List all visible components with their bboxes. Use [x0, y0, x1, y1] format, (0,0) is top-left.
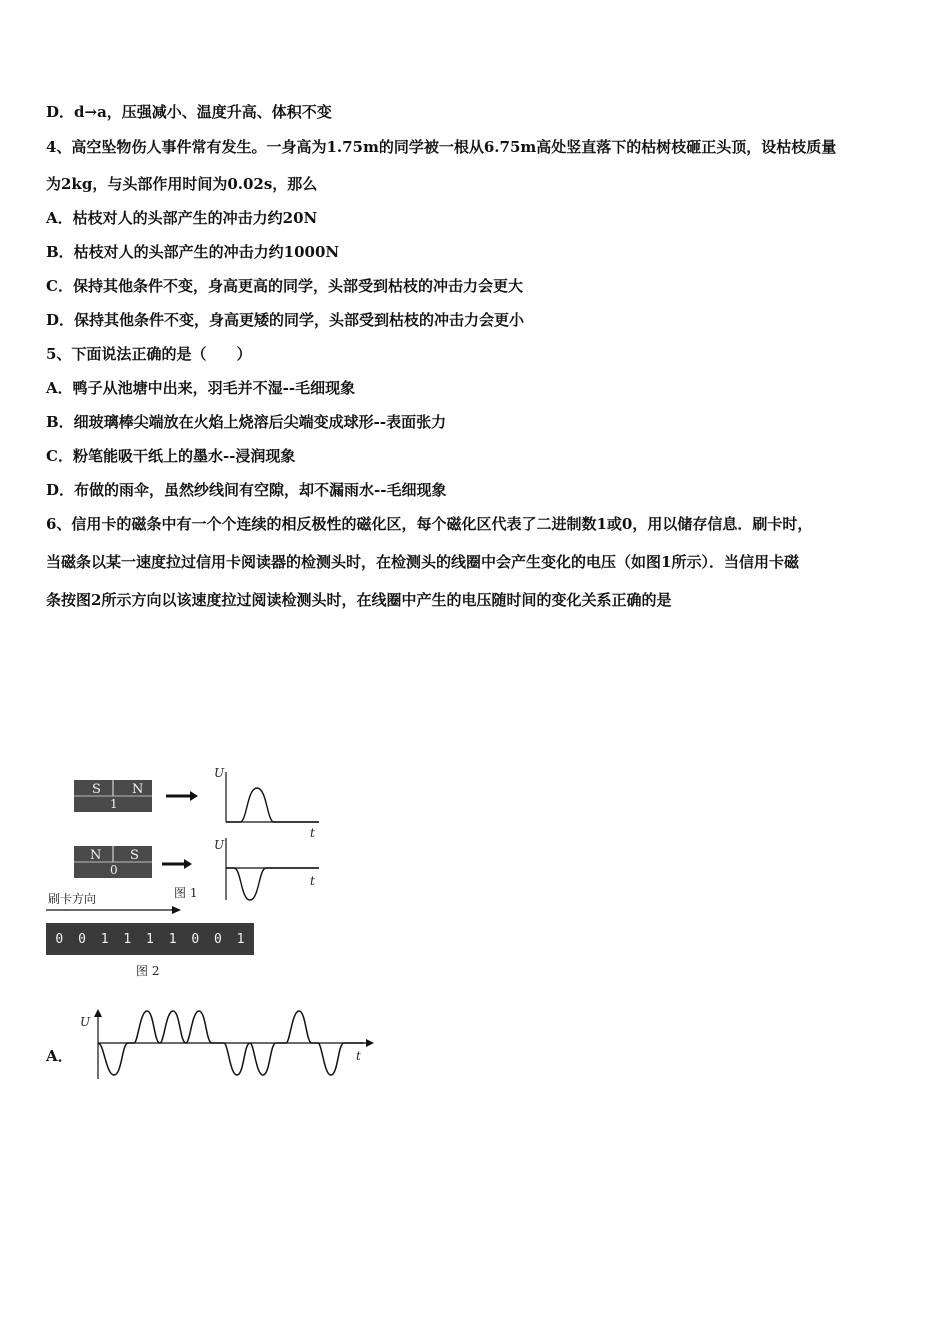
- swipe-direction-label: 刷卡方向: [48, 892, 97, 906]
- fig1-axis-t-label-1: t: [310, 826, 315, 840]
- magnet-2-left-pole: N: [90, 848, 102, 863]
- strip-bit: 0: [214, 931, 222, 947]
- fig1-axis-u-label-1: U: [214, 766, 225, 780]
- strip-bit: 0: [55, 931, 64, 947]
- question-6-line-2: 当磁条以某一速度拉过信用卡阅读器的检测头时，在检测头的线圈中会产生变化的电压（如图1所示）．当信用卡磁: [46, 553, 799, 571]
- strip-bit: 1: [123, 931, 132, 947]
- option-d-q5: D．布做的雨伞，虽然纱线间有空隙，却不漏雨水--毛细现象: [46, 481, 447, 499]
- question-6-line-3: 条按图2所示方向以该速度拉过阅读检测头时，在线圈中产生的电压随时间的变化关系正确的是: [46, 591, 672, 609]
- option-a-axis-t-label: t: [356, 1049, 361, 1063]
- magnet-1-right-pole: N: [132, 782, 144, 797]
- figure-2-caption: 图 2: [136, 964, 160, 978]
- strip-bit: 1: [168, 931, 177, 947]
- option-a-waveform: [74, 1005, 384, 1085]
- magnet-2-bit: 0: [110, 863, 118, 877]
- magnet-2-right-pole: S: [130, 848, 139, 863]
- strip-bit: 0: [191, 931, 200, 947]
- option-a-q5: A．鸭子从池塘中出来，羽毛并不湿--毛细现象: [46, 379, 356, 397]
- option-d-q4: D．保持其他条件不变，身高更矮的同学，头部受到枯枝的冲击力会更小: [46, 311, 525, 329]
- option-d-q3: D．d→a，压强减小、温度升高、体积不变: [46, 103, 332, 121]
- fig1-axis-u-label-2: U: [214, 838, 225, 852]
- option-a-graph: [74, 1005, 384, 1085]
- strip-bit: 1: [100, 931, 109, 947]
- question-4-line-2: 为2kg，与头部作用时间为0.02s，那么: [46, 175, 318, 193]
- magnet-1-bit: 1: [110, 797, 118, 811]
- option-a-q6-label: A．: [46, 1047, 73, 1065]
- magnet-1-left-pole: S: [92, 782, 101, 797]
- option-c-q4: C．保持其他条件不变，身高更高的同学，头部受到枯枝的冲击力会更大: [46, 277, 523, 295]
- option-a-q4: A．枯枝对人的头部产生的冲击力约20N: [46, 209, 318, 227]
- option-a-axis-u-label: U: [80, 1015, 91, 1029]
- option-b-q5: B．细玻璃棒尖端放在火焰上烧溶后尖端变成球形--表面张力: [46, 413, 447, 431]
- strip-bits: [48, 926, 252, 952]
- figure-magnetic-strip: [44, 760, 344, 985]
- question-6-line-1: 6、信用卡的磁条中有一个个连续的相反极性的磁化区，每个磁化区代表了二进制数1或0，用以储存信息．刷卡时，: [46, 515, 813, 533]
- strip-bit: 1: [236, 931, 245, 947]
- figure-1-caption: 图 1: [174, 886, 198, 900]
- fig1-wave-negative: [226, 868, 319, 900]
- fig1-wave-positive: [226, 788, 319, 822]
- strip-bit: 0: [78, 931, 86, 947]
- strip-bit: 1: [146, 931, 154, 947]
- fig1-axis-t-label-2: t: [310, 874, 315, 888]
- question-5: 5、下面说法正确的是（ ）: [46, 345, 252, 363]
- option-c-q5: C．粉笔能吸干纸上的墨水--浸润现象: [46, 447, 296, 465]
- option-b-q4: B．枯枝对人的头部产生的冲击力约1000N: [46, 243, 340, 261]
- question-4-line-1: 4、高空坠物伤人事件常有发生。一身高为1.75m的同学被一根从6.75m高处竖直落下的枯树枝砸正头顶，设枯枝质量: [46, 138, 837, 156]
